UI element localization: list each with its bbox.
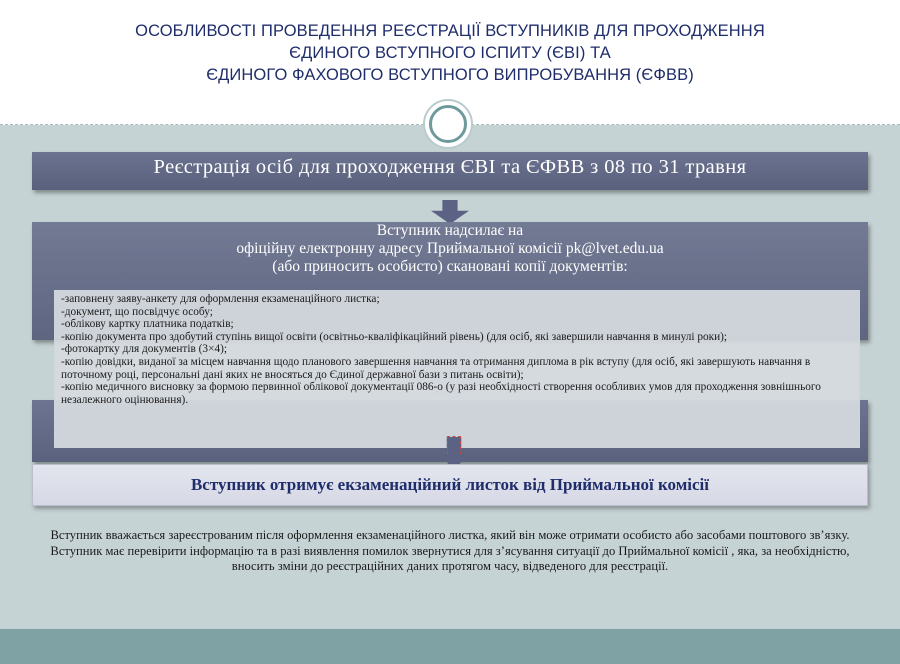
list-item: -документ, що посвідчує особу; [61, 305, 213, 318]
documents-list [54, 290, 860, 448]
title-line-2: ЄДИНОГО ВСТУПНОГО ІСПИТУ (ЄВІ) ТА [289, 44, 611, 62]
list-item: -копію довідки, виданої за місцем навчання щодо планового завершення навчання та отримання диплома в рік вступу (для осіб, які завершують навчання в поточному році, персональні дані яких не вносяться до Єдиної державної бази з питань освіти); [61, 355, 811, 381]
list-item: -копію медичного висновку за формою первинної облікової документації 086-о (у разі необхідності створення особливих умов для проходження зовнішнього незалежного оцінювання). [61, 381, 821, 406]
list-item: -фотокартку для документів (3×4); [61, 343, 227, 356]
list-item: -копію документа про здобутий ступінь вищої освіти (освітньо-кваліфікаційний рівень) (для осіб, які завершили навчання в минулі роки); [61, 330, 728, 343]
receive-exam-sheet-text: Вступник отримує екзаменаційний листок від Приймальної комісії [190, 475, 710, 494]
decorative-ring-icon [429, 105, 467, 143]
registration-period-text: Реєстрація осіб для проходження ЄВІ та ЄФВВ з 08 по 31 травня [153, 156, 747, 178]
page-title [40, 20, 860, 86]
selection-outline [447, 436, 461, 454]
receive-exam-sheet-box [32, 464, 868, 506]
list-item: -облікову картку платника податків; [61, 318, 234, 331]
title-line-1: ОСОБЛИВОСТІ ПРОВЕДЕННЯ РЕЄСТРАЦІЇ ВСТУПНИКІВ ДЛЯ ПРОХОДЖЕННЯ [135, 22, 765, 40]
submit-line-3: (або приносить особисто) скановані копії документів: [272, 258, 628, 275]
title-line-3: ЄДИНОГО ФАХОВОГО ВСТУПНОГО ВИПРОБУВАННЯ (ЄФВВ) [206, 66, 694, 84]
registration-period-box [32, 152, 868, 190]
list-item: -заповнену заяву-анкету для оформлення екзаменаційного листка; [61, 293, 380, 305]
submit-line-1: Вступник надсилає на [376, 222, 524, 239]
footer-band [0, 629, 900, 664]
submit-line-2: офіційну електронну адресу Приймальної комісії pk@lvet.edu.ua [236, 240, 664, 257]
registration-note: Вступник вважається зареєстрованим після оформлення екзаменаційного листка, який він може отримати особисто або засобами поштового зв’язку. Вступник має перевірити інформацію та в разі виявлення помилок звернутися для з’ясування ситуації до Приймальної комісії , яка, за необхідністю, вносить зміни до реєстраційних даних протягом часу, відведеного для реєстрації. [50, 528, 850, 574]
submit-documents-text [32, 222, 868, 276]
